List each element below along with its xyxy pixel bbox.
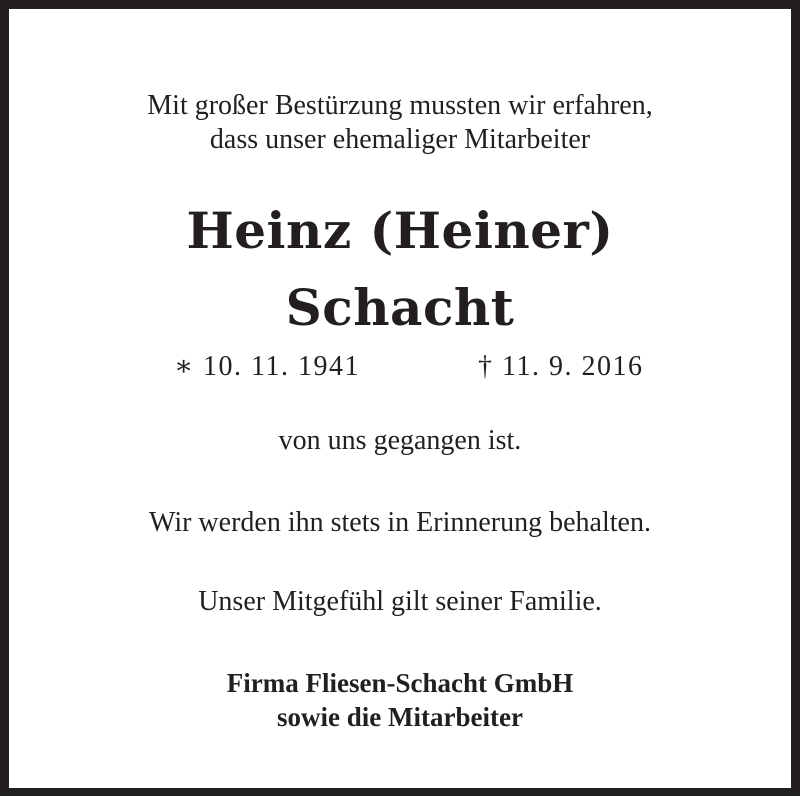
memory-text: Wir werden ihn stets in Erinnerung behalten. (149, 507, 651, 538)
intro-line-1: Mit großer Bestürzung mussten wir erfahren, (147, 90, 653, 121)
deceased-name-line-2: Schacht (285, 278, 515, 337)
sympathy-text: Unser Mitgefühl gilt seiner Familie. (198, 586, 602, 617)
intro-line-2: dass unser ehemaliger Mitarbeiter (209, 124, 591, 155)
signature-company: Firma Fliesen-Schacht GmbH (226, 668, 574, 698)
signature-staff: sowie die Mitarbeiter (277, 702, 523, 732)
death-date: † 11. 9. 2016 (478, 351, 644, 382)
deceased-name-line-1: Heinz (Heiner) (186, 201, 614, 260)
birth-date: ∗ 10. 11. 1941 (174, 351, 360, 382)
passing-text: von uns gegangen ist. (278, 425, 522, 456)
